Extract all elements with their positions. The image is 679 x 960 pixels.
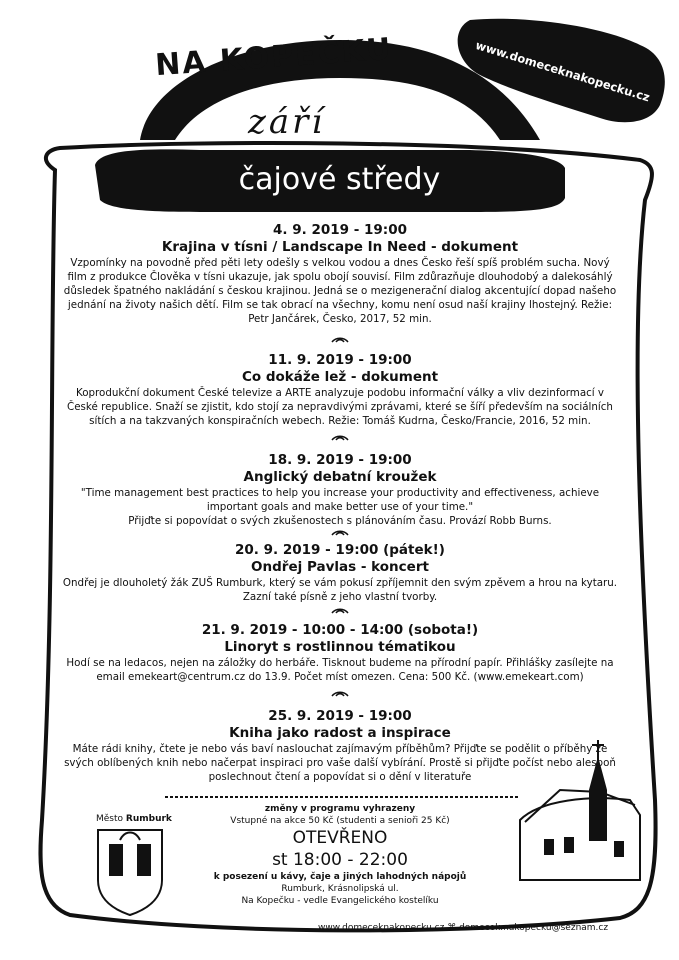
event-2 bbox=[60, 352, 620, 428]
event-title: Co dokáže lež - dokument bbox=[241, 369, 439, 385]
city-coat-of-arms bbox=[98, 830, 162, 915]
event-description: "Time management best practices to help you increase your productivity and effectiveness, achieve important goals and make better use of your time." bbox=[80, 487, 600, 513]
website-badge-text[interactable]: www.domeceknakopecku.cz bbox=[473, 38, 652, 105]
ornament-icon bbox=[330, 529, 350, 539]
event-date: 4. 9. 2019 - 19:00 bbox=[273, 222, 407, 238]
event-title: Ondřej Pavlas - koncert bbox=[251, 559, 429, 575]
event-description-extra: Přijďte si popovídat o svých zkušenostech s plánováním času. Provází Robb Burns. bbox=[128, 515, 552, 527]
contact-line bbox=[318, 922, 618, 934]
event-description: Koprodukční dokument České televize a ARTE analyzuje podobu informační války a vliv dezinformací v České republice. Snaží se zjistit, kdo stojí za nepravdivými zprávami, které se šíří především na sociálních sítích a na takzvaných konspiračních webech. Režie: Tomáš Kudrna, Česko/Francie, 2016, 52 min. bbox=[67, 387, 613, 427]
event-3 bbox=[60, 452, 620, 528]
ornament-icon bbox=[330, 607, 350, 617]
event-date: 21. 9. 2019 - 10:00 - 14:00 (sobota!) bbox=[201, 622, 479, 638]
tagline: k posezení u kávy, čaje a jiných lahodných nápojů bbox=[213, 872, 467, 882]
event-title: Kniha jako radost a inspirace bbox=[229, 725, 451, 741]
city-label bbox=[96, 813, 176, 825]
event-title: Anglický debatní kroužek bbox=[243, 469, 437, 485]
event-date: 25. 9. 2019 - 19:00 bbox=[268, 708, 412, 724]
changes-note: změny v programu vyhrazeny bbox=[264, 804, 416, 814]
footer-website-link[interactable]: www.domeceknakopecku.cz bbox=[318, 923, 445, 933]
footer-info bbox=[200, 803, 480, 907]
separator-icon: ⌘ bbox=[447, 923, 457, 933]
month-title: září bbox=[248, 102, 326, 142]
open-label: OTEVŘENO bbox=[292, 828, 388, 848]
event-1 bbox=[60, 222, 620, 326]
event-description: Hodí se na ledacos, nejen na záložky do herbáře. Tisknout budeme na přírodní papír. Přihlášky zasílejte na email emekeart@centrum.cz do 13.9. Počet míst omezen. Cena: 500 Kč. (www.emekeart.com) bbox=[66, 657, 614, 683]
open-hours: st 18:00 - 22:00 bbox=[272, 850, 408, 870]
event-title: Krajina v tísni / Landscape In Need - dokument bbox=[161, 239, 519, 255]
event-date: 18. 9. 2019 - 19:00 bbox=[268, 452, 412, 468]
event-description: Ondřej je dlouholetý žák ZUŠ Rumburk, který se vám pokusí zpříjemnit den svým zpěvem a hrou na kytaru. Zazní také písně z jeho vlastní tvorby. bbox=[62, 577, 618, 603]
event-description: Vzpomínky na povodně před pěti lety odešly s velkou vodou a dnes Česko řeší spíš problém sucha. Nový film z produkce Člověka v tísni ukazuje, jak spolu obojí souvisí. Film zdůrazňuje dlouhodobý a dalekosáhlý důsledek špatného nakládání s českou krajinou. Jedná se o mezigenerační dialog akcentující dopad našeho jednání na životy našich dětí. Film se tak obrací na všechny, komu není osud naší krajiny lhostejný. Režie: Petr Jančárek, Česko, 2017, 52 min. bbox=[63, 257, 617, 325]
event-6 bbox=[60, 708, 620, 784]
address-line-1: Rumburk, Krásnolipská ul. bbox=[281, 884, 399, 894]
city-label-prefix: Město bbox=[96, 814, 124, 824]
event-4 bbox=[60, 542, 620, 604]
ornament-icon bbox=[330, 336, 350, 346]
footer-email-link[interactable]: domecek.nakopecku@seznam.cz bbox=[459, 923, 609, 933]
event-5 bbox=[60, 622, 620, 684]
address-line-2: Na Kopečku - vedle Evangelického kostelíku bbox=[241, 896, 439, 906]
event-description: Máte rádi knihy, čtete je nebo vás baví naslouchat zajímavým příběhům? Přijďte se podělit o příběhy ze svých oblíbených knih nebo načerpat inspiraci pro vaše další vybírání. Prostě si přijďte počíst nebo alespoň poslechnout čtení a popovídat si o dění v literatuře bbox=[64, 743, 616, 783]
ornament-icon bbox=[330, 434, 350, 444]
ornament-icon bbox=[330, 690, 350, 700]
event-date: 11. 9. 2019 - 19:00 bbox=[268, 352, 412, 368]
admission-note: Vstupné na akce 50 Kč (studenti a senioři 25 Kč) bbox=[230, 816, 450, 826]
event-date: 20. 9. 2019 - 19:00 (pátek!) bbox=[235, 542, 445, 558]
brand-logo-text: NA KOPEČKU bbox=[154, 31, 394, 84]
banner-title: čajové středy bbox=[238, 162, 441, 197]
city-label-name: Rumburk bbox=[125, 814, 172, 824]
event-title: Linoryt s rostlinnou tématikou bbox=[224, 639, 456, 655]
